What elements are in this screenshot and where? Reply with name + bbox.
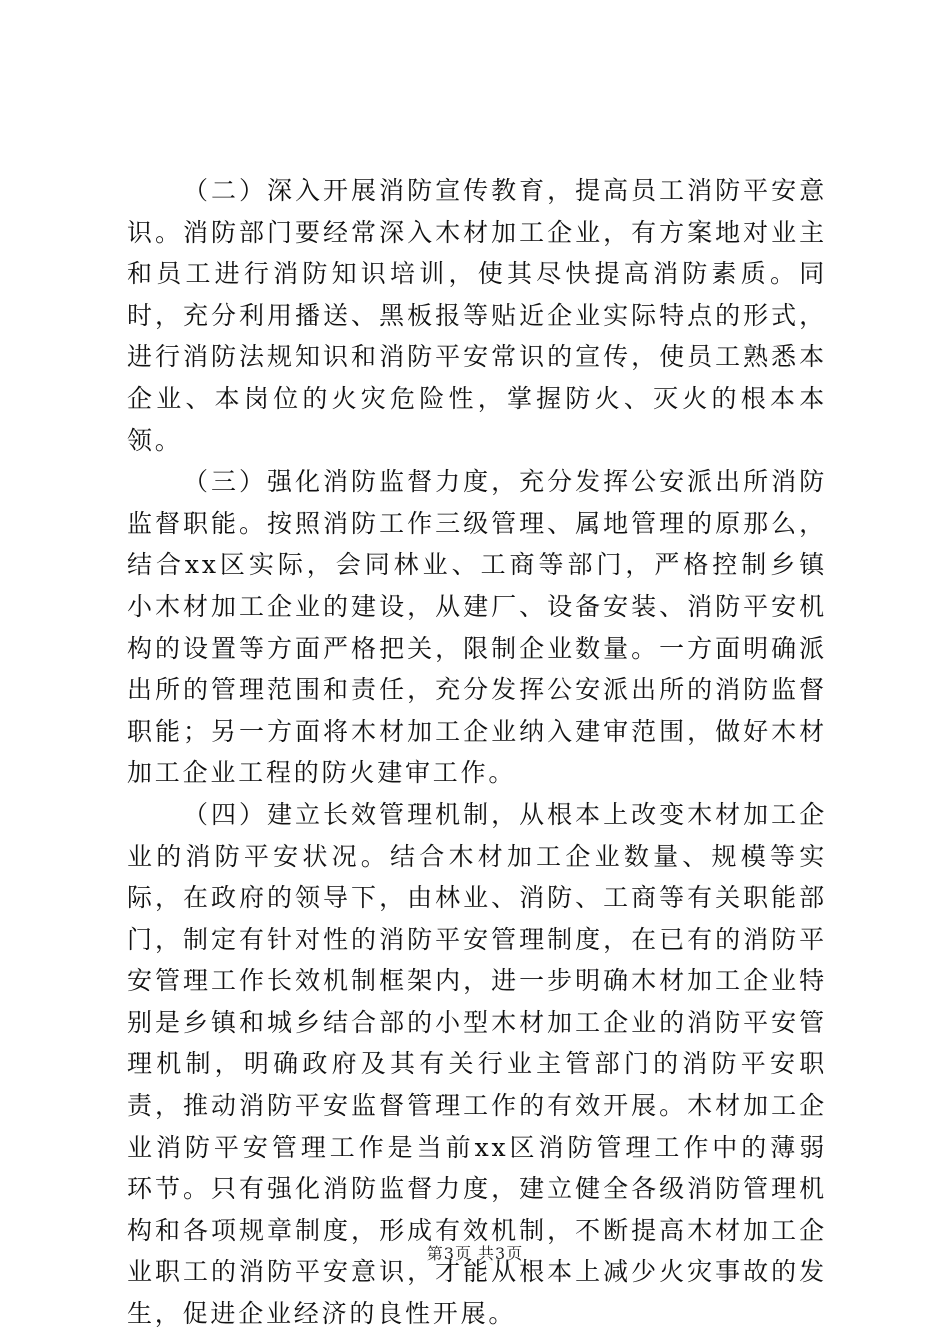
page-footer: 第3页 共3页 <box>426 1244 524 1263</box>
paragraph-4: （四）建立长效管理机制，从根本上改变木材加工企业的消防平安状况。结合木材加工企业数量、规模等实际，在政府的领导下，由林业、消防、工商等有关职能部门，制定有针对性的消防平安管理制度，在已有的消防平安管理工作长效机制框架内，进一步明确木材加工企业特别是乡镇和城乡结合部的小型木材加工企业的消防平安管理机制，明确政府及其有关行业主管部门的消防平安职责，推动消防平安监督管理工作的有效开展。木材加工企业消防平安管理工作是当前xx区消防管理工作中的薄弱环节。只有强化消防监督力度，建立健全各级消防管理机构和各项规章制度，形成有效机制，不断提高木材加工企业职工的消防平安意识，才能从根本上减少火灾事故的发生，促进企业经济的良性开展。 <box>127 799 827 1329</box>
paragraph-3: （三）强化消防监督力度，充分发挥公安派出所消防监督职能。按照消防工作三级管理、属地管理的原那么，结合xx区实际，会同林业、工商等部门，严格控制乡镇小木材加工企业的建设，从建厂、设备安装、消防平安机构的设置等方面严格把关，限制企业数量。一方面明确派出所的管理范围和责任，充分发挥公安派出所的消防监督职能；另一方面将木材加工企业纳入建审范围，做好木材加工企业工程的防火建审工作。 <box>127 467 827 788</box>
paragraph-2: （二）深入开展消防宣传教育，提高员工消防平安意识。消防部门要经常深入木材加工企业，有方案地对业主和员工进行消防知识培训，使其尽快提高消防素质。同时，充分利用播送、黑板报等贴近企业实际特点的形式，进行消防法规知识和消防平安常识的宣传，使员工熟悉本企业、本岗位的火灾危险性，掌握防火、灭火的根本本领。 <box>127 176 827 455</box>
document-body <box>127 170 827 1335</box>
